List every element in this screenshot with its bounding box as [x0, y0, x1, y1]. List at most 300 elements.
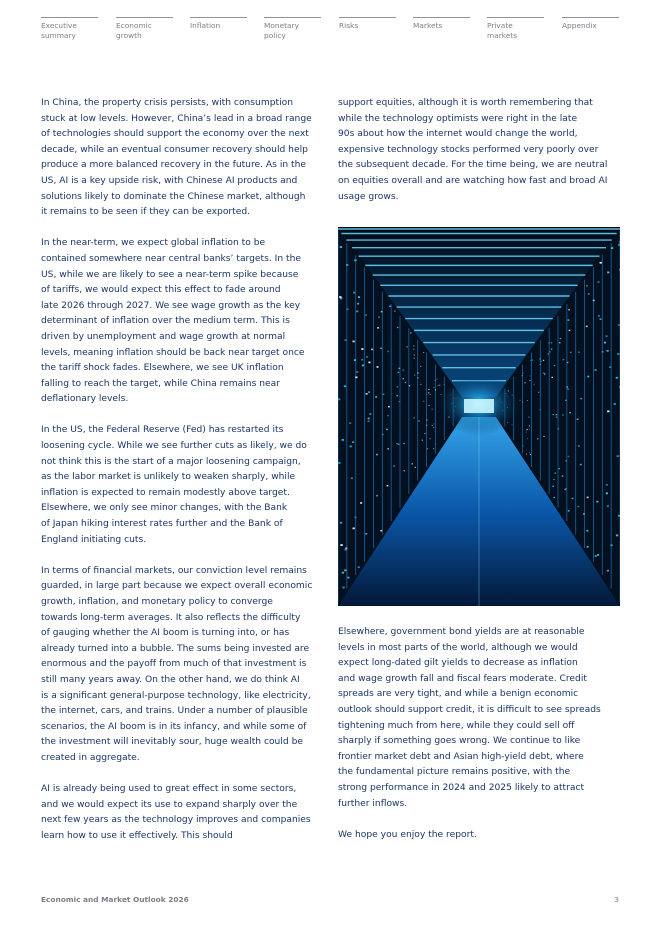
server-led	[568, 319, 570, 320]
server-led	[553, 479, 555, 480]
server-led	[354, 359, 356, 361]
server-led	[340, 522, 342, 524]
paragraph-line: while the technology optimists were right in the late	[338, 113, 578, 124]
server-led	[570, 352, 572, 353]
paragraph-line: inflation is expected to remain modestly above target.	[41, 487, 290, 498]
server-led	[396, 443, 398, 444]
server-led	[352, 441, 354, 443]
paragraph-line: In China, the property crisis persists, with consumption	[41, 98, 294, 108]
server-led	[567, 362, 569, 363]
server-led	[530, 454, 531, 455]
server-led	[377, 327, 379, 329]
server-led	[340, 544, 342, 546]
server-led	[554, 497, 556, 498]
server-led	[548, 353, 549, 354]
paragraph-line: In terms of financial markets, our conviction level remains	[41, 565, 307, 576]
body-paragraph	[41, 236, 323, 408]
server-led	[357, 303, 359, 305]
server-led	[563, 359, 565, 360]
server-led	[396, 395, 398, 396]
server-led	[375, 396, 377, 398]
server-led	[565, 488, 567, 489]
server-led	[544, 374, 545, 375]
server-led	[604, 342, 606, 344]
paragraph-line: 90s about how the internet would change the world,	[338, 129, 578, 140]
server-led	[578, 445, 580, 446]
server-led	[527, 438, 528, 439]
paragraph-line: US, AI is a key upside risk, with Chinese AI products and	[41, 175, 298, 186]
server-led	[523, 446, 524, 447]
paragraph-line: expensive technology stocks performed very poorly over	[338, 144, 599, 155]
server-led	[587, 497, 589, 499]
server-led	[532, 360, 533, 361]
server-led	[572, 498, 574, 499]
server-led	[344, 339, 346, 341]
body-paragraph	[41, 423, 323, 548]
server-led	[430, 438, 431, 439]
server-led	[587, 546, 589, 548]
paragraph-line: towards long-term averages. It also reflects the difficulty	[41, 612, 301, 623]
server-led	[394, 310, 396, 311]
paragraph-line: Elsewhere, we only see minor changes, with the Bank	[41, 503, 288, 514]
paragraph-line: outlook should support credit, it is difficult to see spreads	[338, 704, 601, 715]
server-led	[554, 365, 556, 366]
server-led	[569, 330, 571, 331]
server-led	[543, 373, 544, 374]
server-led	[607, 505, 609, 507]
server-led	[420, 384, 421, 385]
paragraph-line: is a significant general-purpose technology, like electricity,	[41, 690, 311, 701]
nav-label-line: policy	[264, 30, 286, 40]
paragraph-line: late 2026 through 2027. We see wage growth as the key	[41, 300, 301, 311]
body-paragraph	[41, 782, 323, 844]
server-led	[593, 300, 595, 302]
server-led	[368, 391, 370, 393]
body-paragraph	[338, 96, 620, 205]
server-led	[530, 360, 531, 361]
server-led	[412, 463, 413, 464]
paragraph-line: scenarios, the AI boom is in its infancy, and while some of	[41, 721, 307, 732]
server-led	[565, 460, 567, 461]
server-led	[617, 455, 619, 457]
server-led	[606, 492, 608, 494]
server-led	[345, 547, 347, 549]
server-led	[402, 378, 404, 379]
server-led	[397, 386, 399, 387]
server-led	[366, 356, 368, 358]
server-led	[598, 315, 600, 317]
server-led	[583, 513, 585, 515]
paragraph-line: decade, while an eventual consumer recovery should help	[41, 144, 308, 155]
server-led	[354, 259, 356, 261]
server-led	[423, 352, 424, 353]
server-led	[380, 348, 382, 349]
paragraph-line: spreads are very tight, and while a benign economic	[338, 689, 579, 700]
nav-monetary-policy[interactable]	[264, 17, 321, 40]
server-led	[417, 372, 418, 373]
server-led	[559, 342, 561, 343]
server-led	[386, 429, 388, 430]
server-led	[600, 318, 602, 320]
server-led	[560, 338, 562, 339]
paragraph-line: stuck at low levels. However, China’s lead in a broad range	[41, 113, 312, 124]
server-led	[405, 382, 407, 383]
paragraph-line: the fundamental picture remains positive, with the	[338, 767, 571, 778]
paragraph-line: expect long-dated gilt yields to decrease as inflation	[338, 658, 578, 669]
server-led	[552, 486, 554, 487]
server-led	[404, 470, 406, 471]
paragraph-line: still many years away. On the other hand, we do think AI	[41, 674, 300, 685]
paragraph-line: frontier market debt and Asian high-yield debt, where	[338, 751, 584, 762]
server-led	[340, 246, 342, 248]
server-led	[406, 346, 408, 347]
server-led	[427, 448, 428, 449]
server-led	[415, 467, 416, 468]
nav-private-markets[interactable]	[487, 17, 544, 40]
server-led	[358, 566, 360, 568]
server-led	[382, 434, 384, 435]
server-led	[342, 572, 344, 574]
paragraph-line: loosening cycle. While we see further cuts as likely, we do	[41, 441, 307, 452]
server-led	[618, 324, 620, 326]
paragraph-line: sharply if something goes wrong. We continue to like	[338, 736, 581, 747]
server-led	[351, 477, 353, 479]
paragraph-line: not think this is the start of a major loosening campaign,	[41, 456, 301, 467]
server-led	[339, 296, 341, 298]
paragraph-line: of technologies should support the economy over the next	[41, 129, 309, 140]
server-led	[378, 316, 380, 317]
server-led	[580, 398, 582, 400]
nav-risks[interactable]	[339, 17, 396, 31]
server-led	[365, 314, 367, 316]
paragraph-line: it remains to be seen if they can be exported.	[41, 207, 251, 218]
nav-economic-growth[interactable]	[116, 17, 173, 40]
server-led	[586, 285, 588, 287]
server-led	[414, 358, 415, 359]
server-led	[433, 448, 434, 449]
paragraph-line: of gauging whether the AI boom is turning into, or has	[41, 628, 290, 639]
server-led	[398, 444, 400, 445]
left-column	[41, 96, 323, 860]
server-led	[577, 506, 579, 507]
nav-executive-summary[interactable]	[41, 17, 98, 40]
server-led	[616, 534, 618, 536]
server-led	[607, 272, 609, 274]
server-led	[403, 369, 405, 370]
paragraph-line: falling to reach the target, while China remains near	[41, 378, 280, 389]
server-led	[410, 332, 411, 333]
paragraph-line: In the near-term, we expect global inflation to be	[41, 238, 266, 249]
server-led	[538, 392, 539, 393]
server-led	[529, 452, 530, 453]
body-paragraph	[338, 625, 620, 812]
paragraph-line: as the labor market is unlikely to weaken sharply, while	[41, 472, 296, 483]
server-led	[618, 244, 620, 246]
server-led	[383, 393, 385, 394]
server-led	[368, 418, 370, 420]
server-led	[556, 414, 558, 415]
paragraph-line: of tariffs, we would expect this effect to fade around	[41, 285, 281, 296]
nav-label-line: Risks	[339, 21, 359, 30]
paragraph-line: produce a more balanced recovery in the future. As in the	[41, 160, 307, 171]
paragraph-line: We hope you enjoy the report.	[338, 829, 477, 840]
server-led	[413, 349, 414, 350]
nav-label-line: Economic	[116, 21, 152, 30]
paragraph-line: strong performance in 2024 and 2025 likely to attract	[338, 782, 585, 793]
paragraph-line: In the US, the Federal Reserve (Fed) has restarted its	[41, 425, 284, 436]
server-led	[551, 349, 552, 350]
server-led	[548, 342, 549, 343]
nav-label-line: Monetary	[264, 21, 299, 30]
server-led	[619, 269, 620, 271]
paragraph-line: determinant of inflation over the medium term. This is	[41, 316, 290, 327]
paragraph-line: deflationary levels.	[41, 394, 129, 405]
paragraph-line: of Japan hiking interest rates further and the Bank of	[41, 519, 283, 530]
server-led	[597, 554, 599, 556]
server-led	[616, 377, 618, 379]
server-led	[420, 366, 421, 367]
server-led	[422, 440, 423, 441]
server-led	[366, 393, 368, 395]
server-led	[355, 376, 357, 378]
paragraph-line: AI is already being used to great effect in some sectors,	[41, 784, 297, 795]
server-led	[344, 569, 346, 571]
server-led	[352, 341, 354, 343]
server-led	[381, 311, 383, 312]
paragraph-line: tightening much from here, while they could sell off	[338, 720, 575, 731]
server-led	[354, 517, 356, 519]
footer-report-title: Economic and Market Outlook 2026	[41, 895, 189, 904]
server-led	[399, 368, 401, 369]
paragraph-line: contained somewhere near central banks’ targets. In the	[41, 253, 302, 264]
server-led	[539, 409, 540, 410]
server-led	[356, 371, 358, 373]
nav-label-line: Appendix	[562, 21, 597, 30]
paragraph-line: usage grows.	[338, 191, 399, 202]
server-led	[342, 587, 344, 589]
section-nav	[41, 17, 621, 47]
server-led	[361, 348, 363, 350]
server-led	[435, 443, 436, 444]
server-led	[595, 555, 597, 557]
server-led	[565, 400, 567, 401]
right-column-top	[338, 96, 620, 221]
server-led	[403, 443, 405, 444]
server-led	[417, 377, 418, 378]
server-led	[388, 406, 390, 407]
server-led	[537, 438, 538, 439]
data-center-corridor-illustration	[338, 227, 620, 606]
server-led	[377, 366, 379, 368]
server-led	[549, 351, 550, 352]
server-led	[344, 385, 346, 387]
server-led	[543, 436, 544, 437]
paragraph-line: next few years as the technology improves and companies	[41, 815, 311, 826]
server-led	[413, 345, 414, 346]
server-led	[551, 342, 552, 343]
server-led	[586, 326, 588, 328]
nav-label-line: Executive	[41, 21, 77, 30]
server-led	[371, 349, 373, 351]
server-led	[534, 384, 535, 385]
server-led	[611, 247, 613, 249]
server-led	[580, 464, 582, 465]
paragraph-line: Elsewhere, government bond yields are at reasonable	[338, 627, 585, 637]
server-led	[529, 375, 530, 376]
server-led	[387, 485, 389, 486]
server-led	[409, 385, 410, 386]
paragraph-line: support equities, although it is worth remembering that	[338, 98, 593, 108]
nav-label-line: Private	[487, 21, 513, 30]
server-led	[397, 327, 399, 328]
paragraph-line: growth, inflation, and monetary policy to converge	[41, 597, 273, 607]
server-led	[414, 417, 415, 418]
nav-label-line: summary	[41, 30, 76, 40]
nav-label-line: growth	[116, 30, 142, 40]
server-led	[606, 484, 608, 486]
data-center-corridor-photo	[338, 227, 620, 606]
paragraph-line: the investment will inevitably sour, huge wealth could be	[41, 737, 303, 748]
server-led	[605, 335, 607, 337]
server-led	[588, 293, 590, 295]
right-column-bottom	[338, 625, 620, 859]
server-led	[568, 456, 570, 457]
paragraph-line: further inflows.	[338, 798, 408, 809]
server-led	[414, 375, 415, 376]
server-led	[567, 389, 569, 390]
server-led	[389, 306, 391, 307]
server-led	[595, 369, 597, 371]
server-led	[596, 501, 598, 503]
paragraph-line: enormous and the payoff from much of that investment is	[41, 659, 307, 670]
server-led	[424, 433, 425, 434]
server-led	[540, 364, 541, 365]
nav-label-line: markets	[487, 30, 518, 40]
server-led	[539, 358, 540, 359]
server-led	[358, 296, 360, 298]
server-led	[569, 412, 571, 413]
server-led	[349, 422, 351, 424]
page-number: 3	[614, 895, 619, 904]
server-led	[609, 366, 611, 368]
paragraph-line: US, while we are likely to see a near-term spike because	[41, 269, 299, 280]
server-led	[568, 309, 570, 310]
server-led	[614, 403, 616, 405]
server-led	[356, 310, 358, 312]
server-led	[338, 398, 340, 400]
server-led	[360, 502, 362, 504]
server-led	[562, 414, 564, 415]
server-led	[399, 401, 401, 402]
server-led	[347, 577, 349, 579]
server-led	[414, 354, 415, 355]
server-led	[568, 510, 570, 511]
paragraph-line: driven by unemployment and wage growth at normal	[41, 331, 286, 342]
server-led	[552, 377, 554, 378]
server-led	[368, 362, 370, 364]
body-paragraph	[338, 828, 620, 844]
server-led	[353, 527, 355, 529]
server-led	[387, 415, 389, 416]
server-led	[602, 351, 604, 353]
server-led	[369, 413, 371, 415]
server-led	[619, 241, 620, 243]
server-led	[607, 410, 609, 412]
paragraph-line: England initiating cuts.	[41, 534, 147, 545]
server-led	[586, 530, 588, 532]
server-led	[555, 472, 557, 473]
server-led	[342, 439, 344, 441]
nav-markets[interactable]	[413, 17, 470, 31]
server-led	[606, 350, 608, 352]
paragraph-line: the tariff shock fades. Elsewhere, we see UK inflation	[41, 363, 284, 374]
server-led	[558, 428, 560, 429]
server-led	[526, 454, 527, 455]
server-led	[387, 448, 389, 449]
server-led	[618, 515, 620, 517]
server-led	[558, 468, 560, 469]
server-led	[566, 386, 568, 387]
server-led	[529, 380, 530, 381]
server-led	[540, 361, 541, 362]
server-led	[587, 376, 589, 378]
server-led	[362, 365, 364, 367]
server-led	[361, 359, 363, 361]
paragraph-line: the internet, cars, and trains. Under a number of plausible	[41, 706, 308, 717]
paragraph-line: the subsequent decade. For the time being, we are neutral	[338, 160, 608, 171]
server-led	[578, 351, 580, 352]
server-led	[387, 351, 389, 352]
server-led	[617, 353, 619, 355]
server-led	[376, 454, 378, 456]
server-led	[619, 386, 620, 388]
server-led	[610, 544, 612, 546]
server-led	[398, 372, 400, 373]
paragraph-line: and we would expect its use to expand sharply over the	[41, 799, 298, 810]
paragraph-line: levels, meaning inflation should be back near target once	[41, 347, 305, 358]
paragraph-line: on equities overall and are watching how fast and broad AI	[338, 175, 608, 186]
server-led	[393, 465, 395, 466]
server-led	[607, 570, 609, 572]
server-led	[577, 419, 579, 420]
server-led	[562, 475, 564, 476]
paragraph-line: levels in most parts of the world, although we would	[338, 642, 578, 653]
paragraph-line: guarded, in large part because we expect overall economic	[41, 581, 313, 592]
paragraph-line: learn how to use it effectively. This should	[41, 830, 233, 841]
server-led	[365, 533, 367, 535]
nav-label-line: Inflation	[190, 21, 221, 30]
server-led	[543, 360, 544, 361]
server-led	[338, 462, 340, 464]
paragraph-line: already turned into a bubble. The sums being invested are	[41, 643, 310, 654]
body-paragraph	[41, 564, 323, 767]
paragraph-line: and wage growth fall and fiscal fears moderate. Credit	[338, 673, 587, 684]
server-led	[380, 530, 382, 531]
server-led	[346, 264, 348, 266]
paragraph-line: created in aggregate.	[41, 752, 140, 763]
server-led	[353, 292, 355, 294]
server-led	[346, 308, 348, 310]
server-led	[376, 495, 378, 497]
server-led	[600, 262, 602, 264]
paragraph-line: solutions likely to dominate the Chinese market, although	[41, 191, 306, 202]
server-led	[552, 414, 554, 415]
nav-inflation[interactable]	[190, 17, 247, 31]
server-led	[350, 445, 352, 447]
server-led	[556, 416, 558, 417]
server-led	[522, 373, 523, 374]
nav-appendix[interactable]	[562, 17, 619, 31]
